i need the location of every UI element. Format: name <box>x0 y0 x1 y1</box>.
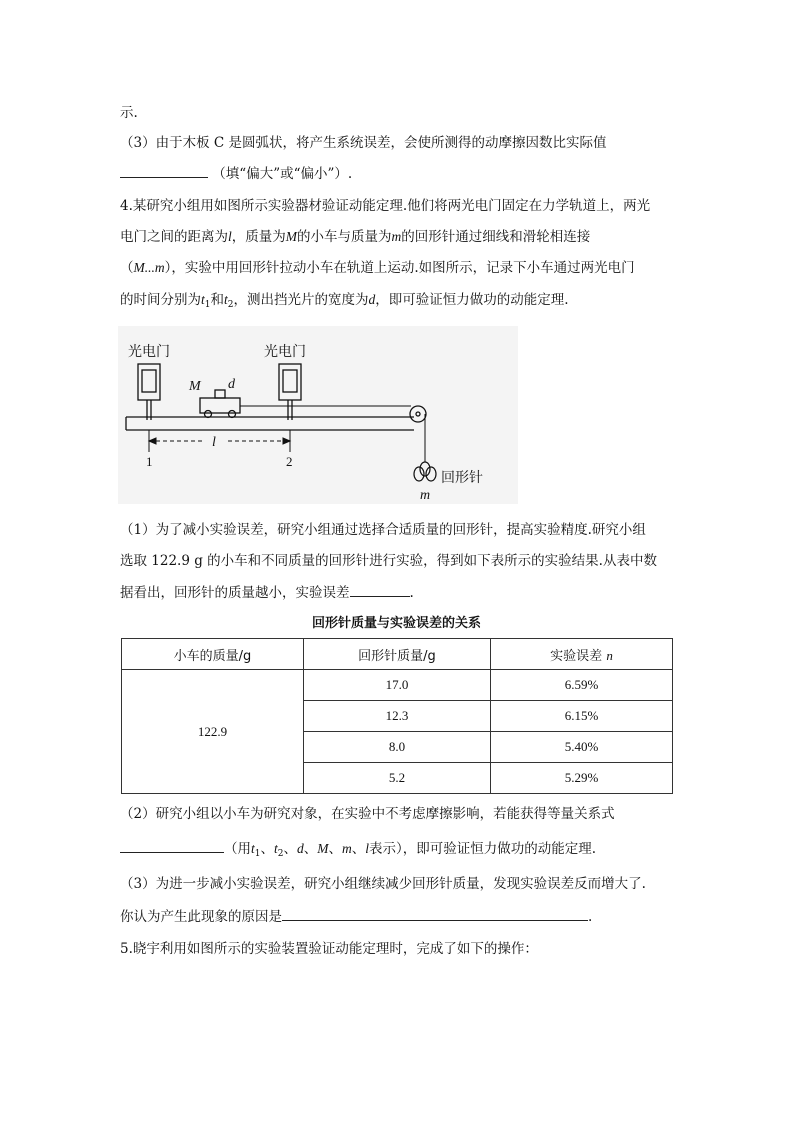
table-header-row <box>122 639 673 670</box>
header-error: 实验误差 n <box>491 639 673 670</box>
apparatus-figure <box>118 326 518 504</box>
table-row <box>122 670 673 701</box>
problem-4-line2: 电门之间的距离为l，质量为M的小车与质量为m的回形针通过细线和滑轮相连接 <box>120 229 591 245</box>
answer-blank[interactable] <box>120 838 224 853</box>
question-1-line3: 据看出，回形针的质量越小，实验误差 . <box>120 582 414 603</box>
gate-1-label: 1 <box>146 454 153 469</box>
question-3-line2: 你认为产生此现象的原因是 . <box>120 906 592 927</box>
clip-mass-cell: 5.2 <box>304 763 491 794</box>
clip-mass-label: m <box>420 488 431 503</box>
prev-question-3-hint: （填“偏大”或“偏小”）. <box>212 166 353 182</box>
answer-blank[interactable] <box>350 582 410 597</box>
question-1-line2: 选取 122.9 g 的小车和不同质量的回形针进行实验，得到如下表所示的实验结果.从表中数 <box>120 553 657 569</box>
results-table <box>121 638 673 794</box>
header-cart-mass: 小车的质量/g <box>122 639 304 670</box>
flag-width-label: d <box>228 377 235 392</box>
cart-mass-cell: 122.9 <box>122 670 304 794</box>
continued-text: 示. <box>120 105 138 121</box>
header-clip-mass: 回形针质量/g <box>304 639 491 670</box>
cart-mass-label: M <box>189 379 201 394</box>
error-cell: 5.29% <box>491 763 673 794</box>
gate-right-label: 光电门 <box>264 344 306 360</box>
table-title: 回形针质量与实验误差的关系 <box>311 616 481 631</box>
problem-4-line1: 4.某研究小组用如图所示实验器材验证动能定理.他们将两光电门固定在力学轨道上，两光 <box>120 198 651 214</box>
gate-2-label: 2 <box>286 454 293 469</box>
prev-question-3-line1: （3）由于木板 C 是圆弧状，将产生系统误差，会使所测得的动摩擦因数比实际值 <box>120 135 607 151</box>
question-2-line2: （用$t_1$、$t_2$、d、M、m、l表示），即可验证恒力做功的动能定理. <box>120 838 596 864</box>
gate-left-label: 光电门 <box>128 344 170 360</box>
question-1-line1: （1）为了减小实验误差，研究小组通过选择合适质量的回形针，提高实验精度.研究小组 <box>120 522 646 538</box>
prev-question-3-line2 <box>120 163 352 184</box>
clip-mass-cell: 12.3 <box>304 701 491 732</box>
answer-blank[interactable] <box>120 163 208 178</box>
distance-label: l <box>212 435 216 450</box>
error-cell: 5.40% <box>491 732 673 763</box>
error-cell: 6.15% <box>491 701 673 732</box>
error-cell: 6.59% <box>491 670 673 701</box>
answer-blank[interactable] <box>282 906 588 921</box>
problem-4-line4: 的时间分别为$t_1$和$t_2$，测出挡光片的宽度为d，即可验证恒力做功的动能定理. <box>120 292 569 310</box>
clip-mass-cell: 17.0 <box>304 670 491 701</box>
clip-label: 回形针 <box>441 470 483 486</box>
clip-mass-cell: 8.0 <box>304 732 491 763</box>
question-2-line1: （2）研究小组以小车为研究对象，在实验中不考虑摩擦影响，若能获得等量关系式 <box>120 806 615 822</box>
question-3-line1: （3）为进一步减小实验误差，研究小组继续减少回形针质量，发现实验误差反而增大了. <box>120 876 646 892</box>
problem-5-line1: 5.晓宇利用如图所示的实验装置验证动能定理时，完成了如下的操作： <box>120 941 538 957</box>
problem-4-line3: （M...m），实验中用回形针拉动小车在轨道上运动.如图所示，记录下小车通过两光电门 <box>120 260 635 276</box>
